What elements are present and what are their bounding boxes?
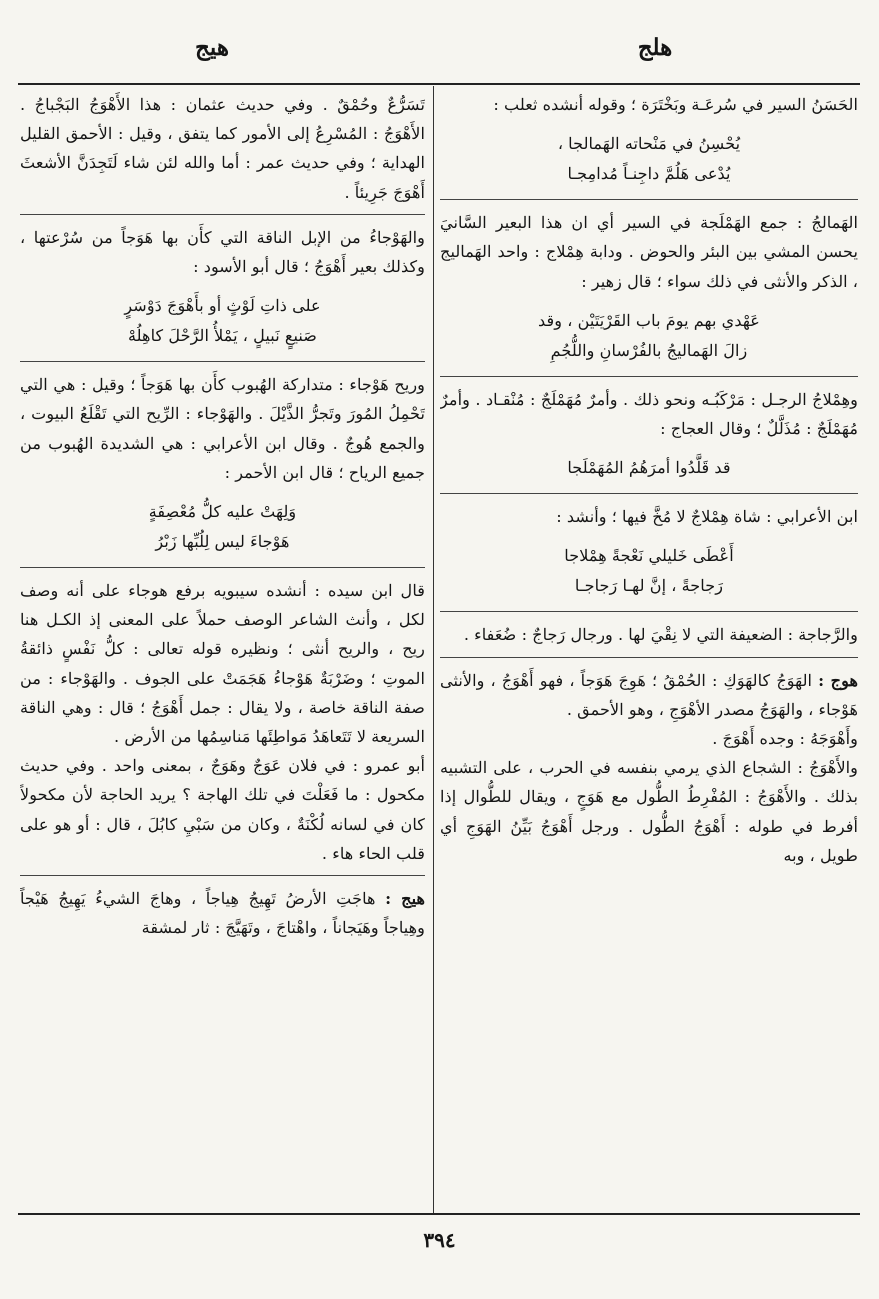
entry-headword: هيج : bbox=[385, 889, 425, 909]
verse-line: أَعْطَى خَليلي نَعْجةً هِمْلاجا bbox=[564, 546, 734, 566]
verse-line: قد قَلَّدُوا أمرَهُمُ المُهَمْلَجا bbox=[567, 458, 731, 478]
verse-line: صَنيعٍ نَبيلٍ ، يَمْلأُ الرَّحْلَ كاهِلُهْ bbox=[128, 326, 317, 346]
entry-text: هاجَتِ الأرضُ تَهِيجُ هِياجاً ، وهاجَ الشيءُ يَهِيجُ هَيْجاً وهِياجاً وهَيَجاناً ، واهْتاجَ ، وتَهَيَّجَ : ثار لمشقة bbox=[20, 889, 425, 938]
paragraph: الحَسَنُ السير في سُرعَـة وبَخْتَرَة ؛ وقوله أنشده ثعلب : bbox=[493, 95, 858, 114]
separator-rule bbox=[20, 875, 425, 876]
paragraph: قال ابن سيده : أنشده سيبويه برفع هوجاء على أنه وصف لكل ، وأنث الشاعر الوصف حملاً على المعنى إذ الكـل هنا ريح ، والريح أنثى ؛ ونظيره قوله تعالى : كلُّ نَفْسٍ ذائقةُ الموتِ ؛ وضَرْبَةٌ هَوْجاءُ هَجَمَتْ على الجوف . والهَوْجاء : من صفة الناقة خاصة ، ولا يقال : جمل أَهْوَجُ ؛ قال : وهي الناقة السريعة لا تَتَعاهَدُ مَواطِئَها مَناسِمُها من الأرض . bbox=[20, 581, 425, 747]
separator-rule bbox=[440, 493, 858, 494]
verse-line: يُدْعى هَلُمَّ داجِنـاً مُدامِجـا bbox=[567, 164, 731, 184]
left-column bbox=[20, 90, 425, 1208]
separator-rule bbox=[20, 361, 425, 362]
verse bbox=[440, 453, 858, 483]
verse bbox=[440, 306, 858, 366]
verse-line: على ذاتِ لَوْثٍ أو بأَهْوَجَ دَوْسَرٍ bbox=[124, 296, 321, 316]
paragraph: والهَوْجاءُ من الإبل الناقة التي كأَن بها هَوَجاً من سُرْعتها ، وكذلك بعير أَهْوَجُ ؛ قال أبو الأسود : bbox=[20, 227, 425, 277]
paragraph: وهِمْلاجُ الرجـل : مَرْكَبُـه ونحو ذلك . وأمرٌ مُهَمْلَجٌ : مُنْقـاد . وأمرٌ مُهَمْلَجٌ : مُذَلَّلٌ ؛ وقال العجاج : bbox=[440, 389, 858, 439]
right-column bbox=[440, 90, 858, 1208]
separator-rule bbox=[440, 611, 858, 612]
entry bbox=[20, 884, 425, 942]
paragraph: أبو عمرو : في فلان عَوَجٌ وهَوَجٌ ، بمعنى واحد . وفي حديث مكحول : ما فَعَلْتَ في تلك الهاجة ؟ يريد الحاجة لأن مكحولاً كان في لسانه لُكْنَةٌ ، وكان من سَبْيِ كابُلَ ، قال : أو هو على قلب الحاء هاء . bbox=[20, 756, 425, 863]
footer-rule bbox=[18, 1213, 860, 1215]
paragraph: والأَهْوَجُ : الشجاع الذي يرمي بنفسه في الحرب ، على التشبيه بذلك . والأَهْوَجُ : المُفْرِطُ الطُّول مع هَوَجٍ ، ويقال للطُّوال إذا أفرط في طوله : أَهْوَجُ الطُّول . ورجل أَهْوَجُ بَيِّنُ الهَوَجِ أي طويل ، وبه bbox=[440, 758, 858, 865]
paragraph: وريح هَوْجاء : متداركة الهُبوب كأَن بها هَوَجاً ؛ وقيل : هي التي تَحْمِلُ المُورَ وتَجرُّ الذَّيْلَ . والهَوْجاء : الرِّيح التي تَقْلَعُ البيوت ، والجمع هُوجٌ . وقال ابن الأعرابي : هي الشديدة الهُبوب من جميع الرياح ؛ قال ابن الأحمر : bbox=[20, 375, 425, 482]
verse-line: زالَ الهَماليجُ بالفُرْسانِ واللُّجُمِ bbox=[550, 340, 748, 360]
entry-text: الهَوَجُ كالهَوَكِ : الحُمْقُ ؛ هَوِجَ هَوَجاً ، فهو أَهْوَجُ ، والأنثى هَوْجاء ، والهَوَجُ مصدر الأهْوَجِ ، وهو الأحمق . bbox=[440, 670, 858, 719]
separator-rule bbox=[20, 567, 425, 568]
header-rule bbox=[18, 83, 860, 85]
separator-rule bbox=[20, 214, 425, 215]
verse bbox=[20, 497, 425, 557]
verse-line: يُحْسِنُ في مَنْحاته الهَمالجا ، bbox=[557, 134, 741, 154]
paragraph: تَسَرُّعٌ وحُمْقٌ . وفي حديث عثمان : هذا الأَهْوَجُ البَجْباجُ . الأَهْوَجُ : المُسْرِعُ إلى الأمور كما يتفق ، وقيل : الأحمق القليل الهداية ؛ وفي حديث عمر : أما والله لئن شاء لَتَجِدَنَّ الأشعثَ أَهْوَجَ جَرِيئاً . bbox=[20, 95, 425, 202]
verse bbox=[440, 129, 858, 189]
column-divider bbox=[433, 86, 434, 1213]
entry-headword: هوج : bbox=[818, 670, 858, 690]
separator-rule bbox=[440, 657, 858, 658]
verse-line: هَوْجاءَ ليس لِلُبِّها زَبْرُ bbox=[155, 532, 290, 552]
entry bbox=[440, 666, 858, 724]
separator-rule bbox=[440, 199, 858, 200]
verse-line: عَهْدي بهم يومَ باب القَرْيَتَيْن ، وقد bbox=[538, 310, 760, 330]
page-number: ٣٩٤ bbox=[423, 1228, 456, 1252]
running-header-left: هيج bbox=[195, 34, 229, 61]
verse bbox=[440, 541, 858, 601]
separator-rule bbox=[440, 376, 858, 377]
verse bbox=[20, 291, 425, 351]
paragraph: والرَّجاجة : الضعيفة التي لا نِقْيَ لها . ورجال رَجاجٌ : ضُعَفاء . bbox=[463, 625, 858, 645]
verse-line: وَلِهَتْ عليه كلُّ مُعْصِفَةٍ bbox=[148, 502, 297, 522]
verse-line: رَجاجةً ، إنَّ لهـا رَجاجـا bbox=[574, 576, 724, 596]
paragraph: وأَهْوَجَهُ : وجده أَهْوَجَ . bbox=[712, 729, 858, 749]
paragraph: ابن الأعرابي : شاة هِمْلاجٌ لا مُخَّ فيها ؛ وأنشد : bbox=[556, 507, 858, 527]
paragraph: الهَمالجُ : جمع الهَمْلَجة في السير أي ان هذا البعير السَّانيَ يحسن المشي بين البئر والحوض . ودابة هِمْلاج : واحد الهَماليج ، الذكر والأنثى في ذلك سواء ؛ قال زهير : bbox=[440, 213, 858, 291]
running-header-right: هلج bbox=[637, 34, 673, 61]
